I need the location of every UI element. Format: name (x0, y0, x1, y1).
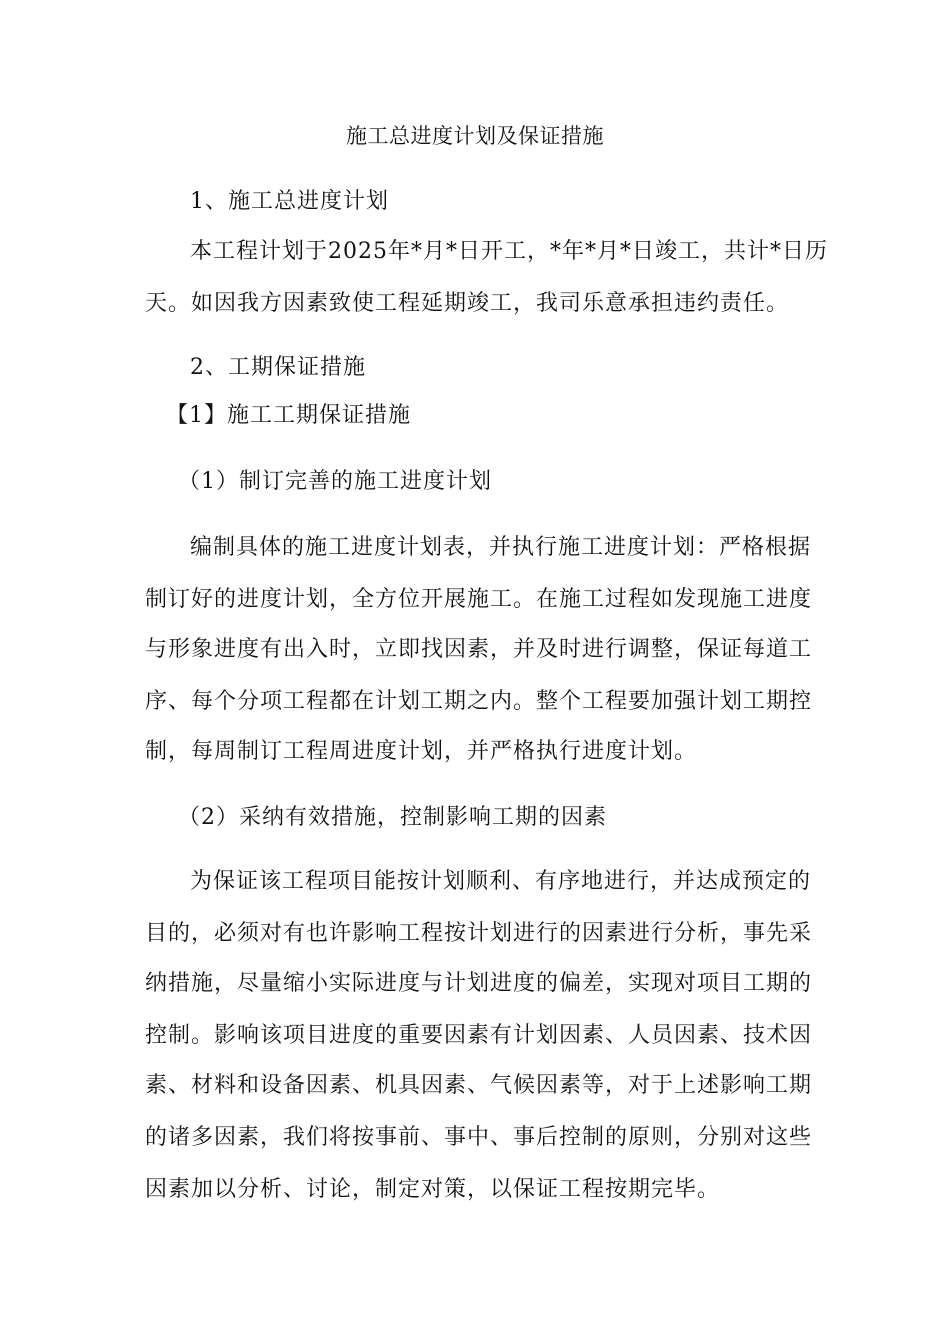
item1-para-line: 制订好的进度计划，全方位开展施工。在施工过程如发现施工进度 (145, 587, 813, 612)
item2-para-line: 控制。影响该项目进度的重要因素有计划因素、人员因素、技术因 (145, 1023, 813, 1048)
sub1-heading: 【1】施工工期保证措施 (166, 403, 411, 428)
section2-heading: 2、工期保证措施 (190, 355, 366, 380)
document-title: 施工总进度计划及保证措施 (346, 124, 604, 148)
item2-para-line: 素、材料和设备因素、机具因素、气候因素等，对于上述影响工期 (145, 1073, 813, 1098)
item2-para-line: 的诸多因素，我们将按事前、事中、事后控制的原则，分别对这些 (145, 1125, 813, 1150)
item2-para-line: 纳措施，尽量缩小实际进度与计划进度的偏差，实现对项目工期的 (145, 971, 813, 996)
item1-para-line: 与形象进度有出入时，立即找因素，并及时进行调整，保证每道工 (145, 637, 813, 662)
item1-para-line: 序、每个分项工程都在计划工期之内。整个工程要加强计划工期控 (145, 689, 813, 714)
item1-para-line: 制，每周制订工程周进度计划，并严格执行进度计划。 (145, 739, 698, 764)
section1-heading: 1、施工总进度计划 (190, 189, 389, 214)
item2-heading: （2）采纳有效措施，控制影响工期的因素 (178, 805, 607, 830)
item1-heading: （1）制订完善的施工进度计划 (178, 469, 492, 494)
section1-para-line: 天。如因我方因素致使工程延期竣工，我司乐意承担违约责任。 (145, 291, 790, 316)
section1-para-line: 本工程计划于2025年*月*日开工，*年*月*日竣工，共计*日历 (190, 239, 828, 264)
item1-para-line: 编制具体的施工进度计划表，并执行施工进度计划：严格根据 (190, 535, 812, 560)
item2-para-line: 为保证该工程项目能按计划顺利、有序地进行，并达成预定的 (190, 869, 812, 894)
item2-para-line: 因素加以分析、讨论，制定对策，以保证工程按期完毕。 (145, 1177, 721, 1202)
item2-para-line: 目的，必须对有也许影响工程按计划进行的因素进行分析，事先采 (145, 921, 813, 946)
